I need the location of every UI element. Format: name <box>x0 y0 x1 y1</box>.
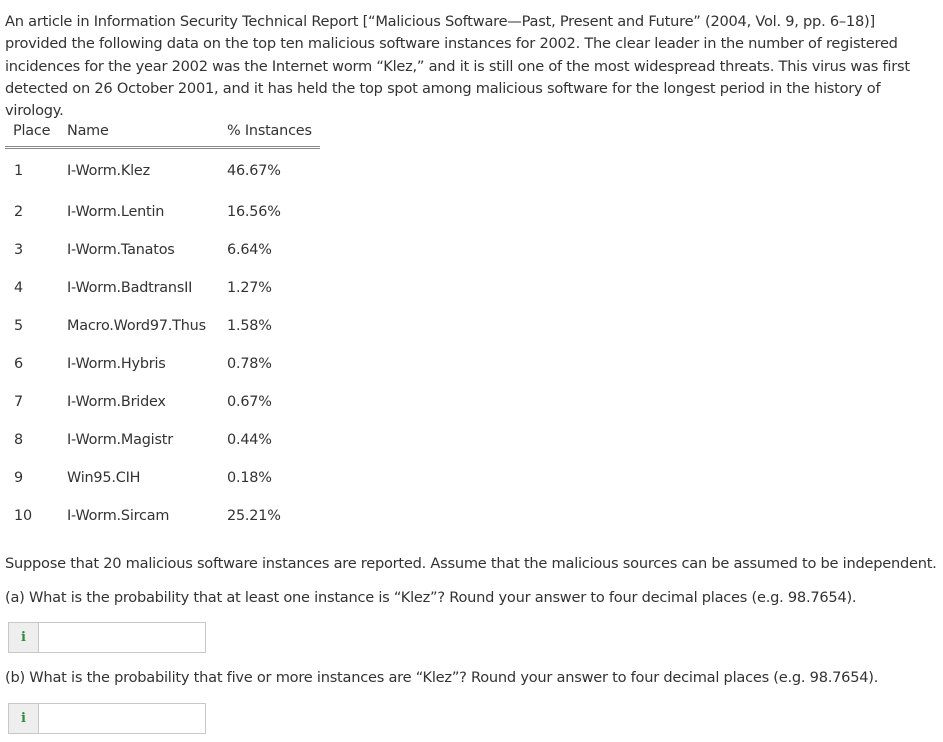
table-row <box>5 421 320 459</box>
name-cell: I-Worm.Hybris <box>67 356 166 372</box>
assumption-text: Suppose that 20 malicious software instances are reported. Assume that the malicious sources can be assumed to be independent. <box>5 555 937 572</box>
pct-cell: 25.21% <box>227 508 281 524</box>
pct-cell: 16.56% <box>227 204 281 220</box>
question-a-text: (a) What is the probability that at least one instance is “Klez”? Round your answer to four decimal places (e.g. 98.7654). <box>5 589 857 606</box>
pct-cell: 6.64% <box>227 242 272 258</box>
name-cell: I-Worm.Klez <box>67 163 150 179</box>
header-name: Name <box>59 116 219 148</box>
name-cell: Win95.CIH <box>67 470 141 486</box>
pct-cell: 0.67% <box>227 394 272 410</box>
table-header-row <box>5 116 320 148</box>
place-cell: 3 <box>14 242 23 258</box>
answer-b-input[interactable] <box>39 704 205 733</box>
malware-table <box>5 116 320 535</box>
table-row <box>5 383 320 421</box>
place-cell: 7 <box>14 394 23 410</box>
place-cell: 2 <box>14 204 23 220</box>
table-row <box>5 307 320 345</box>
pct-cell: 46.67% <box>227 163 281 179</box>
place-cell: 8 <box>14 432 23 448</box>
header-instances: % Instances <box>219 116 320 148</box>
pct-cell: 1.58% <box>227 318 272 334</box>
table-row <box>5 231 320 269</box>
problem-intro: An article in Information Security Technical Report [“Malicious Software—Past, Present and Future” (2004, Vol. 9, pp. 6–18)] provided the following data on the top ten malicious software instances for 2002. The clear leader in the number of registered incidences for the year 2002 was the Internet worm “Klez,” and it is still one of the most widespread threats. This virus was first detected on 26 October 2001, and it has held the top spot among malicious software for the longest period in the history of virology. <box>5 13 910 120</box>
place-cell: 1 <box>14 163 23 179</box>
table-row <box>5 193 320 231</box>
table-row <box>5 269 320 307</box>
place-cell: 10 <box>14 508 32 524</box>
table-row <box>5 148 320 194</box>
info-icon[interactable]: i <box>9 704 39 733</box>
name-cell: I-Worm.Lentin <box>67 204 165 220</box>
pct-cell: 1.27% <box>227 280 272 296</box>
pct-cell: 0.78% <box>227 356 272 372</box>
name-cell: I-Worm.Sircam <box>67 508 170 524</box>
header-place: Place <box>5 116 59 148</box>
info-icon[interactable]: i <box>9 623 39 652</box>
answer-b-box[interactable] <box>8 703 206 734</box>
place-cell: 6 <box>14 356 23 372</box>
pct-cell: 0.44% <box>227 432 272 448</box>
table-row <box>5 345 320 383</box>
name-cell: I-Worm.Bridex <box>67 394 166 410</box>
name-cell: Macro.Word97.Thus <box>67 318 206 334</box>
question-b-text: (b) What is the probability that five or more instances are “Klez”? Round your answer to four decimal places (e.g. 98.7654). <box>5 669 879 686</box>
answer-a-input[interactable] <box>39 623 205 652</box>
table-row <box>5 459 320 497</box>
place-cell: 4 <box>14 280 23 296</box>
place-cell: 9 <box>14 470 23 486</box>
pct-cell: 0.18% <box>227 470 272 486</box>
name-cell: I-Worm.Magistr <box>67 432 173 448</box>
answer-a-box[interactable] <box>8 622 206 653</box>
table-row <box>5 497 320 535</box>
place-cell: 5 <box>14 318 23 334</box>
name-cell: I-Worm.BadtransII <box>67 280 193 296</box>
name-cell: I-Worm.Tanatos <box>67 242 175 258</box>
